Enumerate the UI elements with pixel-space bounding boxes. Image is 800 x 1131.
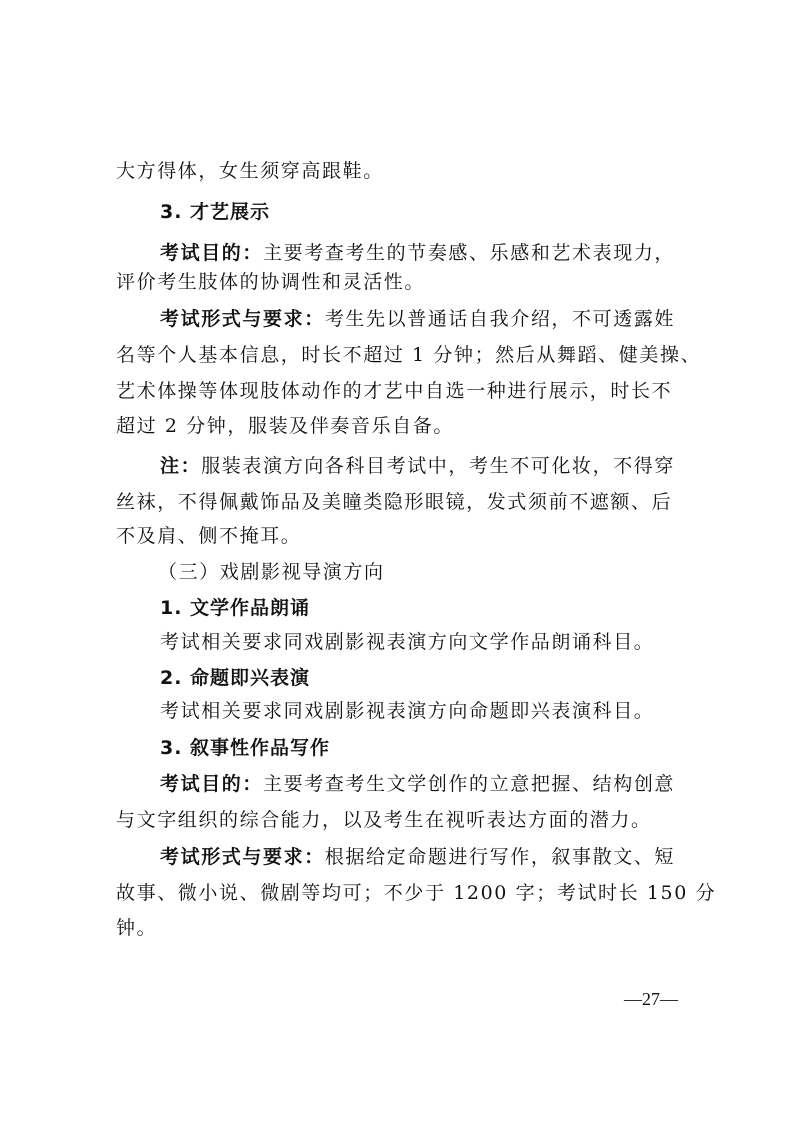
paragraph-label: 考试目的： [160,773,264,795]
paragraph-line [116,157,686,185]
line-text: 名等个人基本信息，时长不超过 1 分钟；然后从舞蹈、健美操、 [116,344,702,366]
heading-text: 2. 命题即兴表演 [160,667,311,689]
paragraph-line [116,879,717,907]
paragraph-line [160,305,730,333]
heading-text: 3. 才艺展示 [160,201,271,223]
line-text: 故事、微小说、微剧等均可；不少于 1200 字；考试时长 150 分 [116,882,717,904]
paragraph-label: 考试形式与要求： [160,846,325,868]
line-text: 评价考生肢体的协调性和灵活性。 [116,271,426,293]
heading-text: 3. 叙事性作品写作 [160,737,331,759]
line-text: 主要考查考生的节奏感、乐感和艺术表现力， [263,242,676,264]
paragraph-line [160,697,730,725]
line-text: 钟。 [116,917,158,939]
page-number: —27— [624,989,678,1009]
paragraph-label: 考试目的： [160,242,264,264]
paragraph-line [160,239,730,267]
paragraph-line [116,806,686,834]
section-heading [160,198,730,226]
paragraph-label: 考试形式与要求： [160,308,325,330]
paragraph-line [160,628,730,656]
line-text: 超过 2 分钟，服装及伴奏音乐自备。 [116,415,454,437]
line-text: 与文字组织的综合能力，以及考生在视听表达方面的潜力。 [116,809,652,831]
heading-text: 1. 文学作品朗诵 [160,597,311,619]
heading-text: （三）戏剧影视导演方向 [158,561,385,583]
paragraph-line [116,522,686,550]
subsection-heading [158,558,728,586]
paragraph-line [116,341,702,369]
line-text: 服装表演方向各科目考试中，考生不可化妆，不得穿 [201,455,676,477]
section-heading [160,664,730,692]
paragraph-line [160,770,730,798]
paragraph-line [116,412,686,440]
paragraph-line [116,488,686,516]
line-text: 丝袜，不得佩戴饰品及美瞳类隐形眼镜，发式须前不遮额、后 [116,491,673,513]
line-text: 根据给定命题进行写作，叙事散文、短 [324,846,676,868]
line-text: 考试相关要求同戏剧影视表演方向命题即兴表演科目。 [160,700,655,722]
note-label: 注： [160,455,202,477]
line-text: 不及肩、侧不掩耳。 [116,525,302,547]
line-text: 主要考查考生文学创作的立意把握、结构创意 [263,773,676,795]
line-text: 大方得体，女生须穿高跟鞋。 [116,160,384,182]
line-text: 艺术体操等体现肢体动作的才艺中自选一种进行展示，时长不 [116,380,673,402]
line-text: 考生先以普通话自我介绍，不可透露姓 [324,308,676,330]
paragraph-line [160,452,730,480]
paragraph-line [116,914,686,942]
line-text: 考试相关要求同戏剧影视表演方向文学作品朗诵科目。 [160,631,655,653]
section-heading [160,734,730,762]
paragraph-line [116,377,686,405]
paragraph-line [116,268,686,296]
section-heading [160,594,730,622]
paragraph-line [160,843,730,871]
